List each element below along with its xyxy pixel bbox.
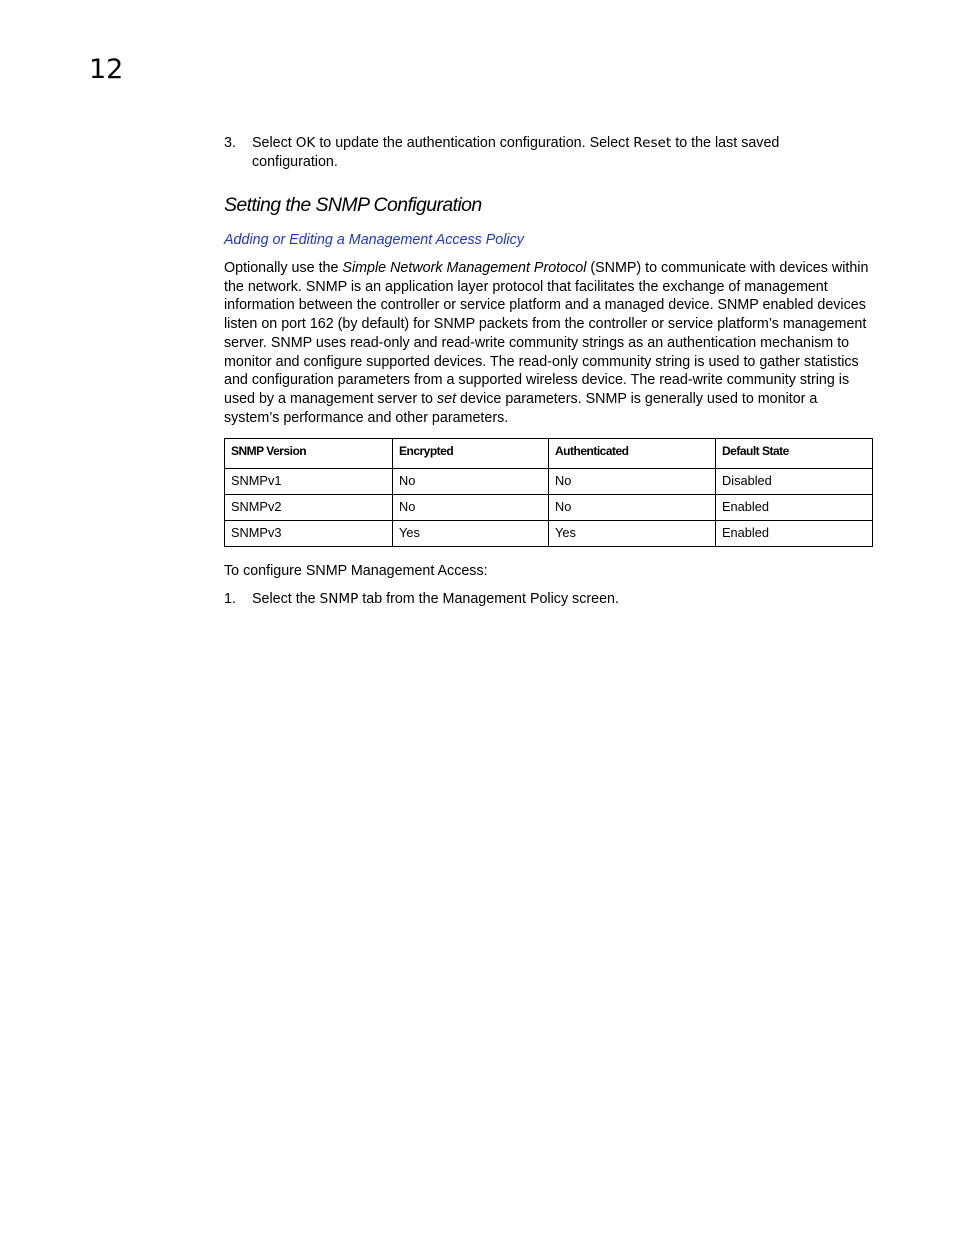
set-italic: set xyxy=(436,390,457,407)
step-number: 3. xyxy=(224,135,236,151)
protocol-name-italic: Simple Network Management Protocol xyxy=(342,260,587,276)
step-text-part: Select xyxy=(252,135,296,151)
snmp-tab-ui-term: SNMP xyxy=(319,591,359,607)
step-text-part: Select the xyxy=(252,591,320,607)
table-cell: Enabled xyxy=(716,495,873,521)
table-cell: SNMPv1 xyxy=(225,469,393,495)
procedure-intro: To configure SNMP Management Access: xyxy=(224,563,488,579)
paragraph-text: Optionally use the xyxy=(224,260,343,276)
step-text-part: to update the authentication configuration. Select xyxy=(315,135,634,151)
table-cell: Enabled xyxy=(716,521,873,547)
step-text-part: tab from the Management Policy screen. xyxy=(358,591,619,607)
table-cell: No xyxy=(393,495,549,521)
chapter-number: 12 xyxy=(89,54,124,85)
paragraph-text: device parameters. SNMP is generally used to monitor a system’s performance and other parameters. xyxy=(224,390,818,426)
table-cell: Yes xyxy=(393,521,549,547)
paragraph-text: (SNMP) to communicate with devices within the network. SNMP is an application layer protocol that facilitates the exchange of management information between the controller or service platform and a managed device. SNMP enabled devices listen on port 162 (by default) for SNMP packets from the controller or service platform’s management server. SNMP uses read-only and read-write community strings as an authentication mechanism to monitor and configure supported devices. The read-only community string is used to gather statistics and configuration parameters from a supported wireless device. The read-write community string is used by a management server to xyxy=(224,260,869,407)
header-authenticated: Authenticated xyxy=(549,439,716,469)
ok-ui-term: OK xyxy=(295,135,316,151)
header-default-state: Default State xyxy=(716,439,873,469)
step-text xyxy=(252,590,832,609)
table-cell: Yes xyxy=(549,521,716,547)
table-cell: No xyxy=(549,469,716,495)
reset-ui-term: Reset xyxy=(633,135,672,151)
table-cell: SNMPv2 xyxy=(225,495,393,521)
table-cell: No xyxy=(549,495,716,521)
table-row xyxy=(225,469,873,495)
table-row xyxy=(225,521,873,547)
section-heading: Setting the SNMP Configuration xyxy=(224,194,482,216)
step-number: 1. xyxy=(224,591,236,607)
table-cell: No xyxy=(393,469,549,495)
table-cell: SNMPv3 xyxy=(225,521,393,547)
table-cell: Disabled xyxy=(716,469,873,495)
table-row xyxy=(225,495,873,521)
snmp-version-table xyxy=(224,438,873,547)
step-text-part: to the last saved configuration. xyxy=(252,135,780,170)
header-encrypted: Encrypted xyxy=(393,439,549,469)
step-text xyxy=(252,134,832,171)
table-header-row xyxy=(225,439,873,469)
management-access-policy-link[interactable]: Adding or Editing a Management Access Policy xyxy=(224,232,524,248)
header-snmp-version: SNMP Version xyxy=(225,439,393,469)
snmp-description-paragraph xyxy=(224,259,872,427)
